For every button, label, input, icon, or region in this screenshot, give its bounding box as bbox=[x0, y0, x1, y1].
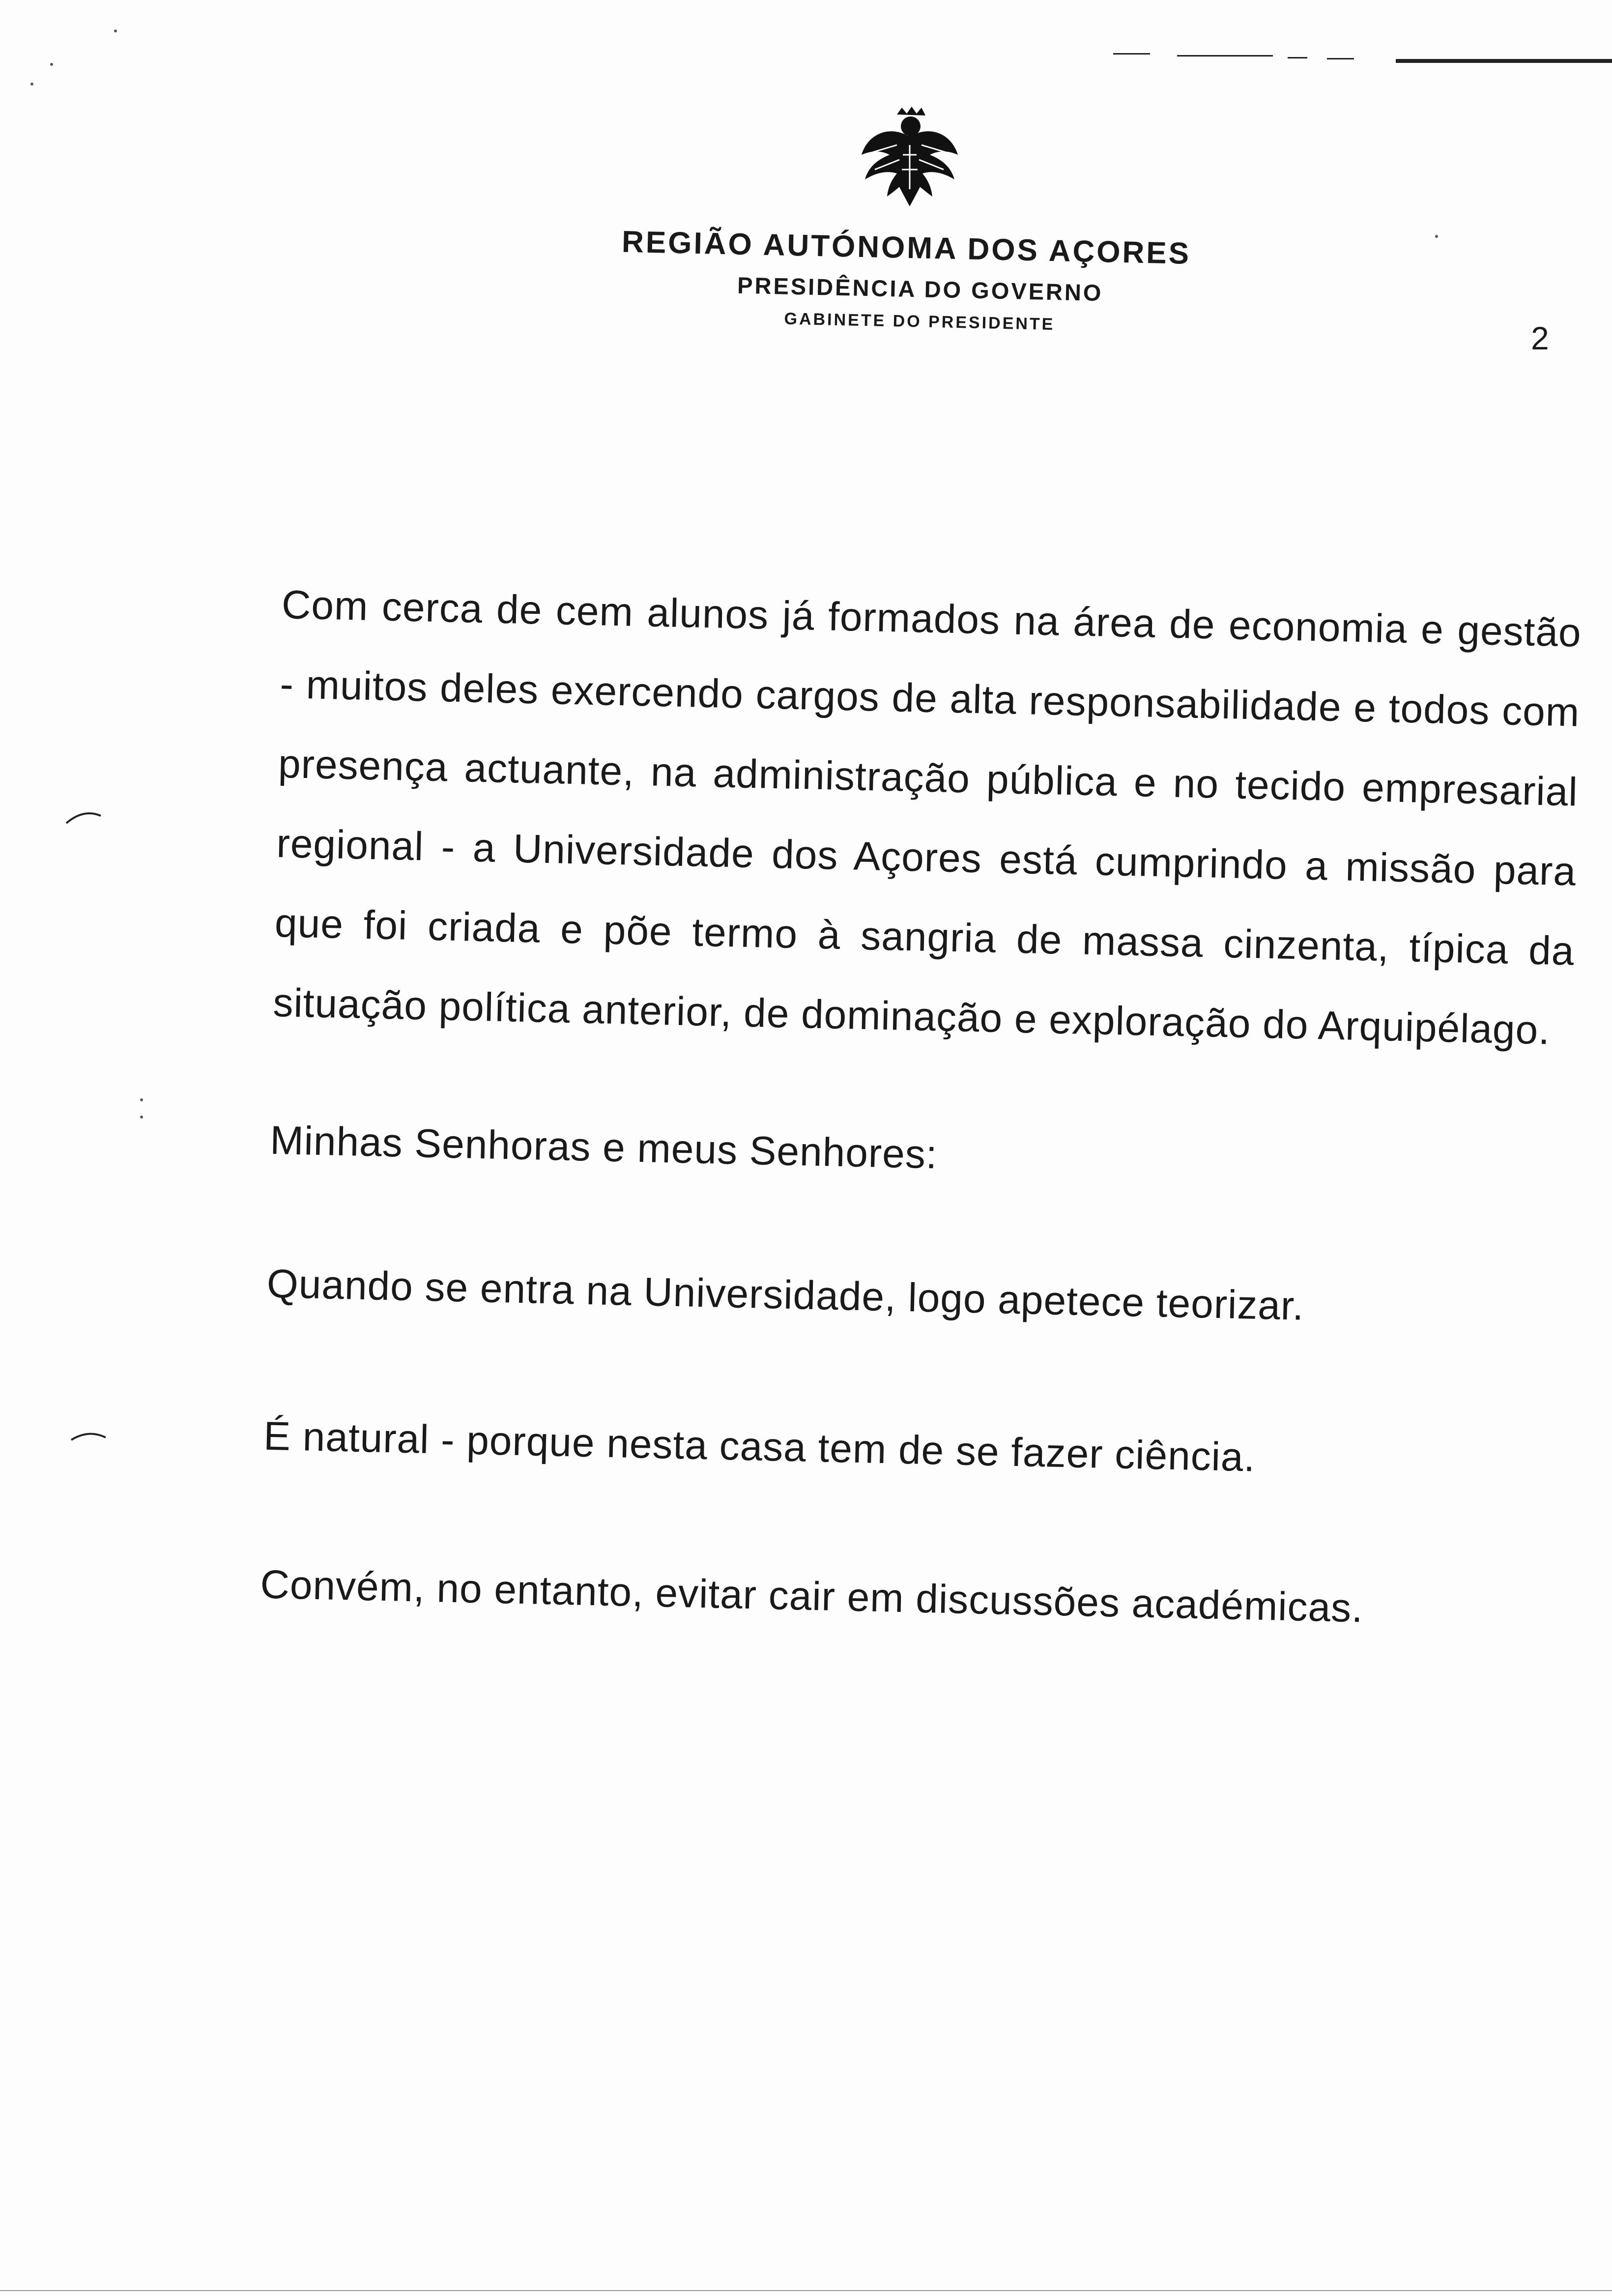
punch-hole-mark bbox=[69, 1430, 108, 1445]
scan-line bbox=[1396, 59, 1612, 63]
scan-speck bbox=[114, 29, 117, 32]
scan-speck bbox=[30, 83, 33, 86]
paragraph-academic-discussions: Convém, no entanto, evitar cair em discussões académicas. bbox=[259, 1562, 1364, 1631]
paragraph-university-mission: Com cerca de cem alunos já formados na área de economia e gestão - muitos deles exercendo cargos de alta responsabilidade e todos com presença actuante, na administração pública e no tecido empresarial regional - a Universidade dos Açores está cumprindo a missão para que foi criada e põe termo à sangria de massa cinzenta, típica da situação política anterior, de dominação e exploração do Arquipélago. bbox=[272, 582, 1582, 1053]
paragraph-theorize: Quando se entra na Universidade, logo apetece teorizar. bbox=[266, 1261, 1305, 1329]
document-body bbox=[259, 565, 1582, 1653]
punch-hole-mark bbox=[64, 811, 103, 826]
scan-speck bbox=[1435, 235, 1438, 238]
letterhead-region: REGIÃO AUTÓNOMA DOS AÇORES bbox=[621, 225, 1191, 271]
scan-line bbox=[0, 2290, 1612, 2291]
scan-speck bbox=[50, 63, 53, 66]
scan-line bbox=[1113, 53, 1150, 55]
scan-line bbox=[1177, 55, 1273, 57]
letterhead bbox=[580, 224, 1241, 338]
scan-speck bbox=[140, 1116, 143, 1119]
paragraph-salutation: Minhas Senhoras e meus Senhores: bbox=[269, 1118, 938, 1177]
letterhead-cabinet: GABINETE DO PRESIDENTE bbox=[784, 309, 1055, 334]
scan-speck bbox=[140, 1098, 143, 1101]
coat-of-arms-eagle-icon bbox=[858, 106, 961, 209]
page-number: 2 bbox=[1531, 320, 1549, 356]
scan-line bbox=[1288, 57, 1307, 58]
paragraph-science: É natural - porque nesta casa tem de se fazer ciência. bbox=[263, 1413, 1256, 1480]
scan-line bbox=[1327, 58, 1354, 59]
letterhead-presidency: PRESIDÊNCIA DO GOVERNO bbox=[737, 272, 1104, 306]
